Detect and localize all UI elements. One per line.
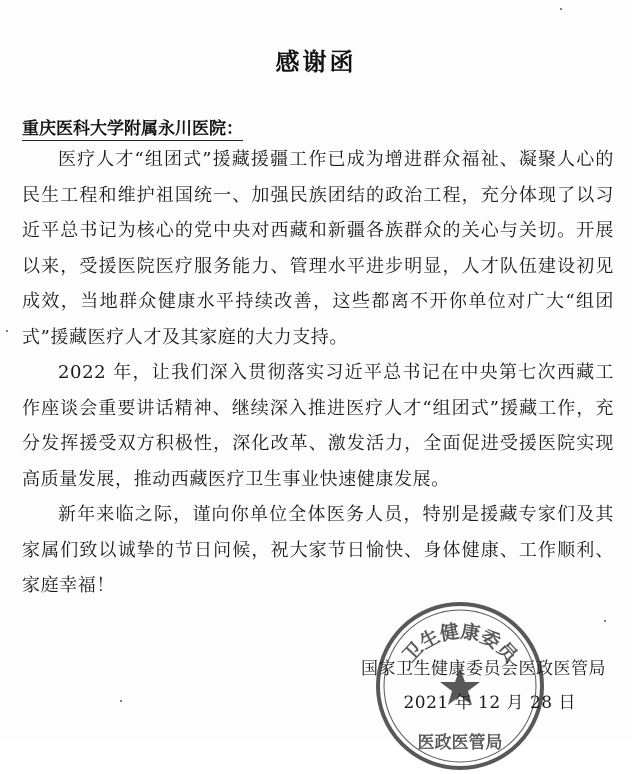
scan-speck [560,8,562,10]
paragraph-2: 2022 年，让我们深入贯彻落实习近平总书记在中央第七次西藏工作座谈会重要讲话精神、继续深入推进医疗人才“组团式”援藏工作，充分发挥援受双方积极性，深化改革、激发活力，全面促进受援医院实现高质量发展，推动西藏医疗卫生事业快速健康发展。 [22,362,614,490]
letter-body [22,142,614,604]
signature-organization: 国家卫生健康委员会医政医管局 [361,659,606,679]
signature-date: 2021 年 12 月 28 日 [403,693,576,713]
seal-text-bottom: 医政医管局 [417,733,503,753]
letter-title: 感谢函 [275,48,357,76]
salutation: 重庆医科大学附属永川医院： [22,114,243,141]
scan-speck [604,620,606,622]
scan-speck [6,330,8,332]
signature-block [361,652,606,720]
scan-speck [120,700,122,702]
paragraph-1: 医疗人才“组团式”援藏援疆工作已成为增进群众福祉、凝聚人心的民生工程和维护祖国统一、加强民族团结的政治工程，充分体现了以习近平总书记为核心的党中央对西藏和新疆各族群众的关心与关切。开展以来，受援医院医疗服务能力、管理水平进步明显，人才队伍建设初见成效，当地群众健康水平持续改善，这些都离不开你单位对广大“组团式”援藏医疗人才及其家庭的大力支持。 [22,149,614,348]
paragraph-3: 新年来临之际，谨向你单位全体医务人员，特别是援藏专家们及其家属们致以诚挚的节日问候，祝大家节日愉快、身体健康、工作顺利、家庭幸福！ [22,504,614,596]
seal-text-top: 卫生健康委员 [398,620,522,667]
